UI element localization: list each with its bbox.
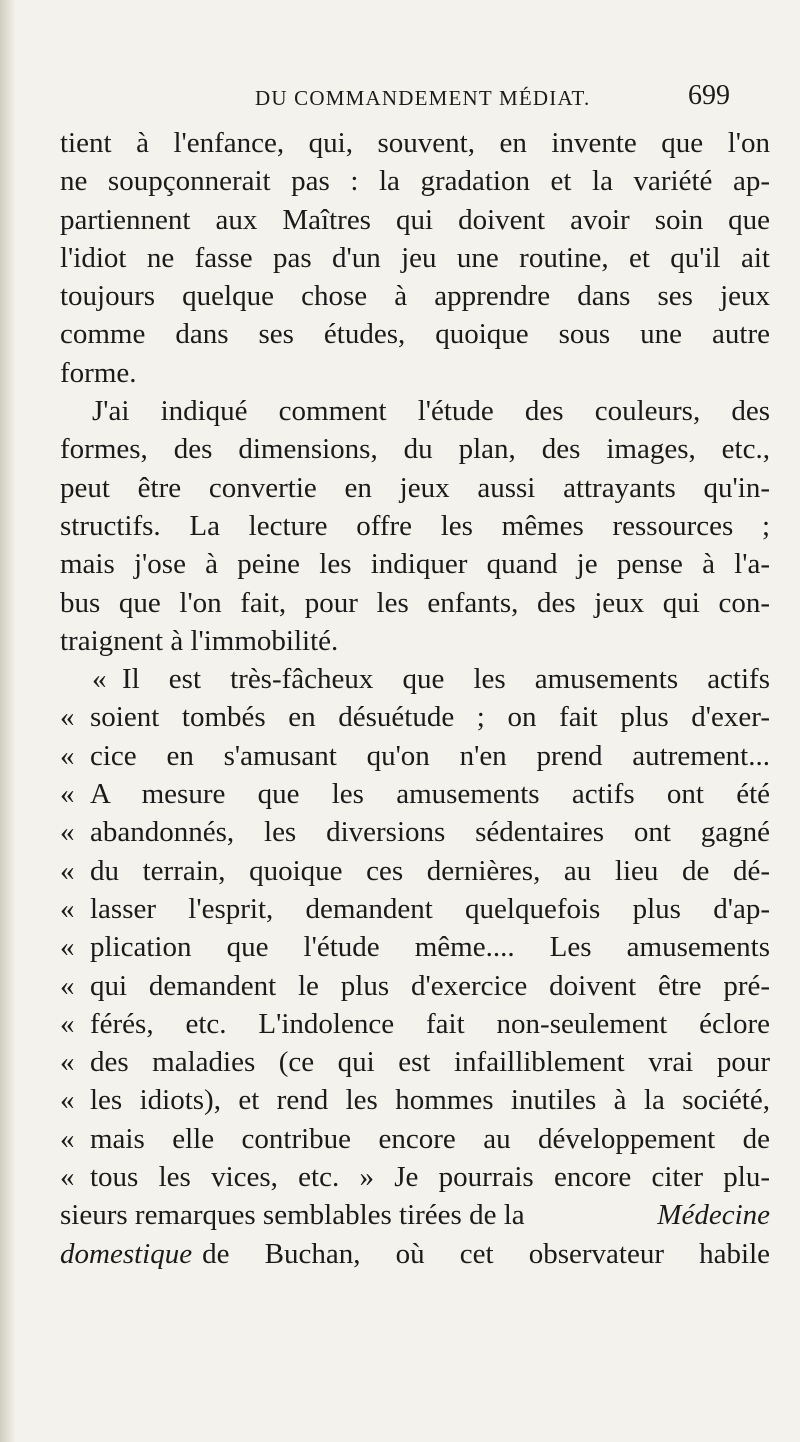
quote-text: des maladies (ce qui est infailliblement vrai pour [90,1046,770,1079]
quote-line [60,890,770,928]
book-title-part: Médecine [657,1199,770,1232]
quote-mark: « [60,816,75,849]
quote-mark: « [60,931,75,964]
quote-text: plication que l'étude même.... Les amusements [90,931,770,964]
text-line: comme dans ses études, quoique sous une autre [60,318,770,351]
quote-mark: « [60,1046,75,1079]
page-gutter-shadow [0,0,16,1442]
quote-line [60,1005,770,1043]
running-head: DU COMMANDEMENT MÉDIAT. [255,86,591,110]
quote-text: mais elle contribue encore au développement de [90,1122,770,1155]
quote-mark: « [60,739,75,772]
quote-first-line [60,660,770,698]
quote-text: les idiots), et rend les hommes inutiles à la société, [90,1084,770,1117]
body-text [60,124,770,1273]
paragraph-start-line: J'ai indiqué comment l'étude des couleurs, des [92,395,770,428]
text-line: traignent à l'immobilité. [60,624,339,657]
text-line: forme. [60,356,137,389]
quote-line [60,1120,770,1158]
quote-line [60,1081,770,1119]
quote-line [60,852,770,890]
quote-mark: « [60,1122,75,1155]
quote-mark: « [60,701,75,734]
quote-mark: « [60,1084,75,1117]
quote-mark: « [60,1161,75,1194]
quote-mark: « [60,892,75,925]
quote-line [60,775,770,813]
page-number: 699 [688,80,730,111]
closing-text: sieurs remarques semblables tirées de la [60,1199,525,1232]
quote-text: cice en s'amusant qu'on n'en prend autrement... [90,739,770,772]
text-line: formes, des dimensions, du plan, des images, etc., [60,433,770,466]
quote-text: soient tombés en désuétude ; on fait plus d'exer- [90,701,770,734]
quote-text: tous les vices, etc. » Je pourrais encore citer plu- [90,1161,770,1194]
text-line: bus que l'on fait, pour les enfants, des jeux qui con- [60,586,770,619]
quote-mark: « [60,969,75,1002]
book-title-part: domestique [60,1237,193,1270]
closing-line-2 [60,1235,770,1273]
closing-text: de Buchan, où cet observateur habile [202,1237,770,1270]
text-line: l'idiot ne fasse pas d'un jeu une routine, et qu'il ait [60,241,770,274]
text-line: peut être convertie en jeux aussi attrayants qu'in- [60,471,770,504]
quote-text: A mesure que les amusements actifs ont été [90,778,770,811]
quote-line [60,737,770,775]
quote-text: du terrain, quoique ces dernières, au lieu de dé- [90,854,770,887]
quote-text: abandonnés, les diversions sédentaires ont gagné [90,816,770,849]
quote-text: qui demandent le plus d'exercice doivent être pré- [90,969,770,1002]
quote-line [60,1043,770,1081]
quote-text: lasser l'esprit, demandent quelquefois plus d'ap- [90,892,770,925]
text-line: structifs. La lecture offre les mêmes ressources ; [60,509,770,542]
quote-text: férés, etc. L'indolence fait non-seulement éclore [90,1007,770,1040]
text-line: toujours quelque chose à apprendre dans ses jeux [60,280,770,313]
quote-line [60,813,770,851]
quote-mark: « [60,1007,75,1040]
text-line: tient à l'enfance, qui, souvent, en invente que l'on [60,127,770,159]
text-line: mais j'ose à peine les indiquer quand je pense à l'a- [60,548,770,581]
closing-line-1 [60,1196,770,1234]
quote-line [60,928,770,966]
quote-text: Il est très-fâcheux que les amusements actifs [122,663,770,696]
quote-line [60,698,770,736]
quote-line [60,1158,770,1196]
text-line: partiennent aux Maîtres qui doivent avoir soin que [60,203,770,236]
page-header [0,80,800,114]
quote-mark: « [60,854,75,887]
quote-line [60,967,770,1005]
quote-mark: « [60,778,75,811]
text-line: ne soupçonnerait pas : la gradation et la variété ap- [60,165,770,198]
quote-mark: « [92,663,107,696]
